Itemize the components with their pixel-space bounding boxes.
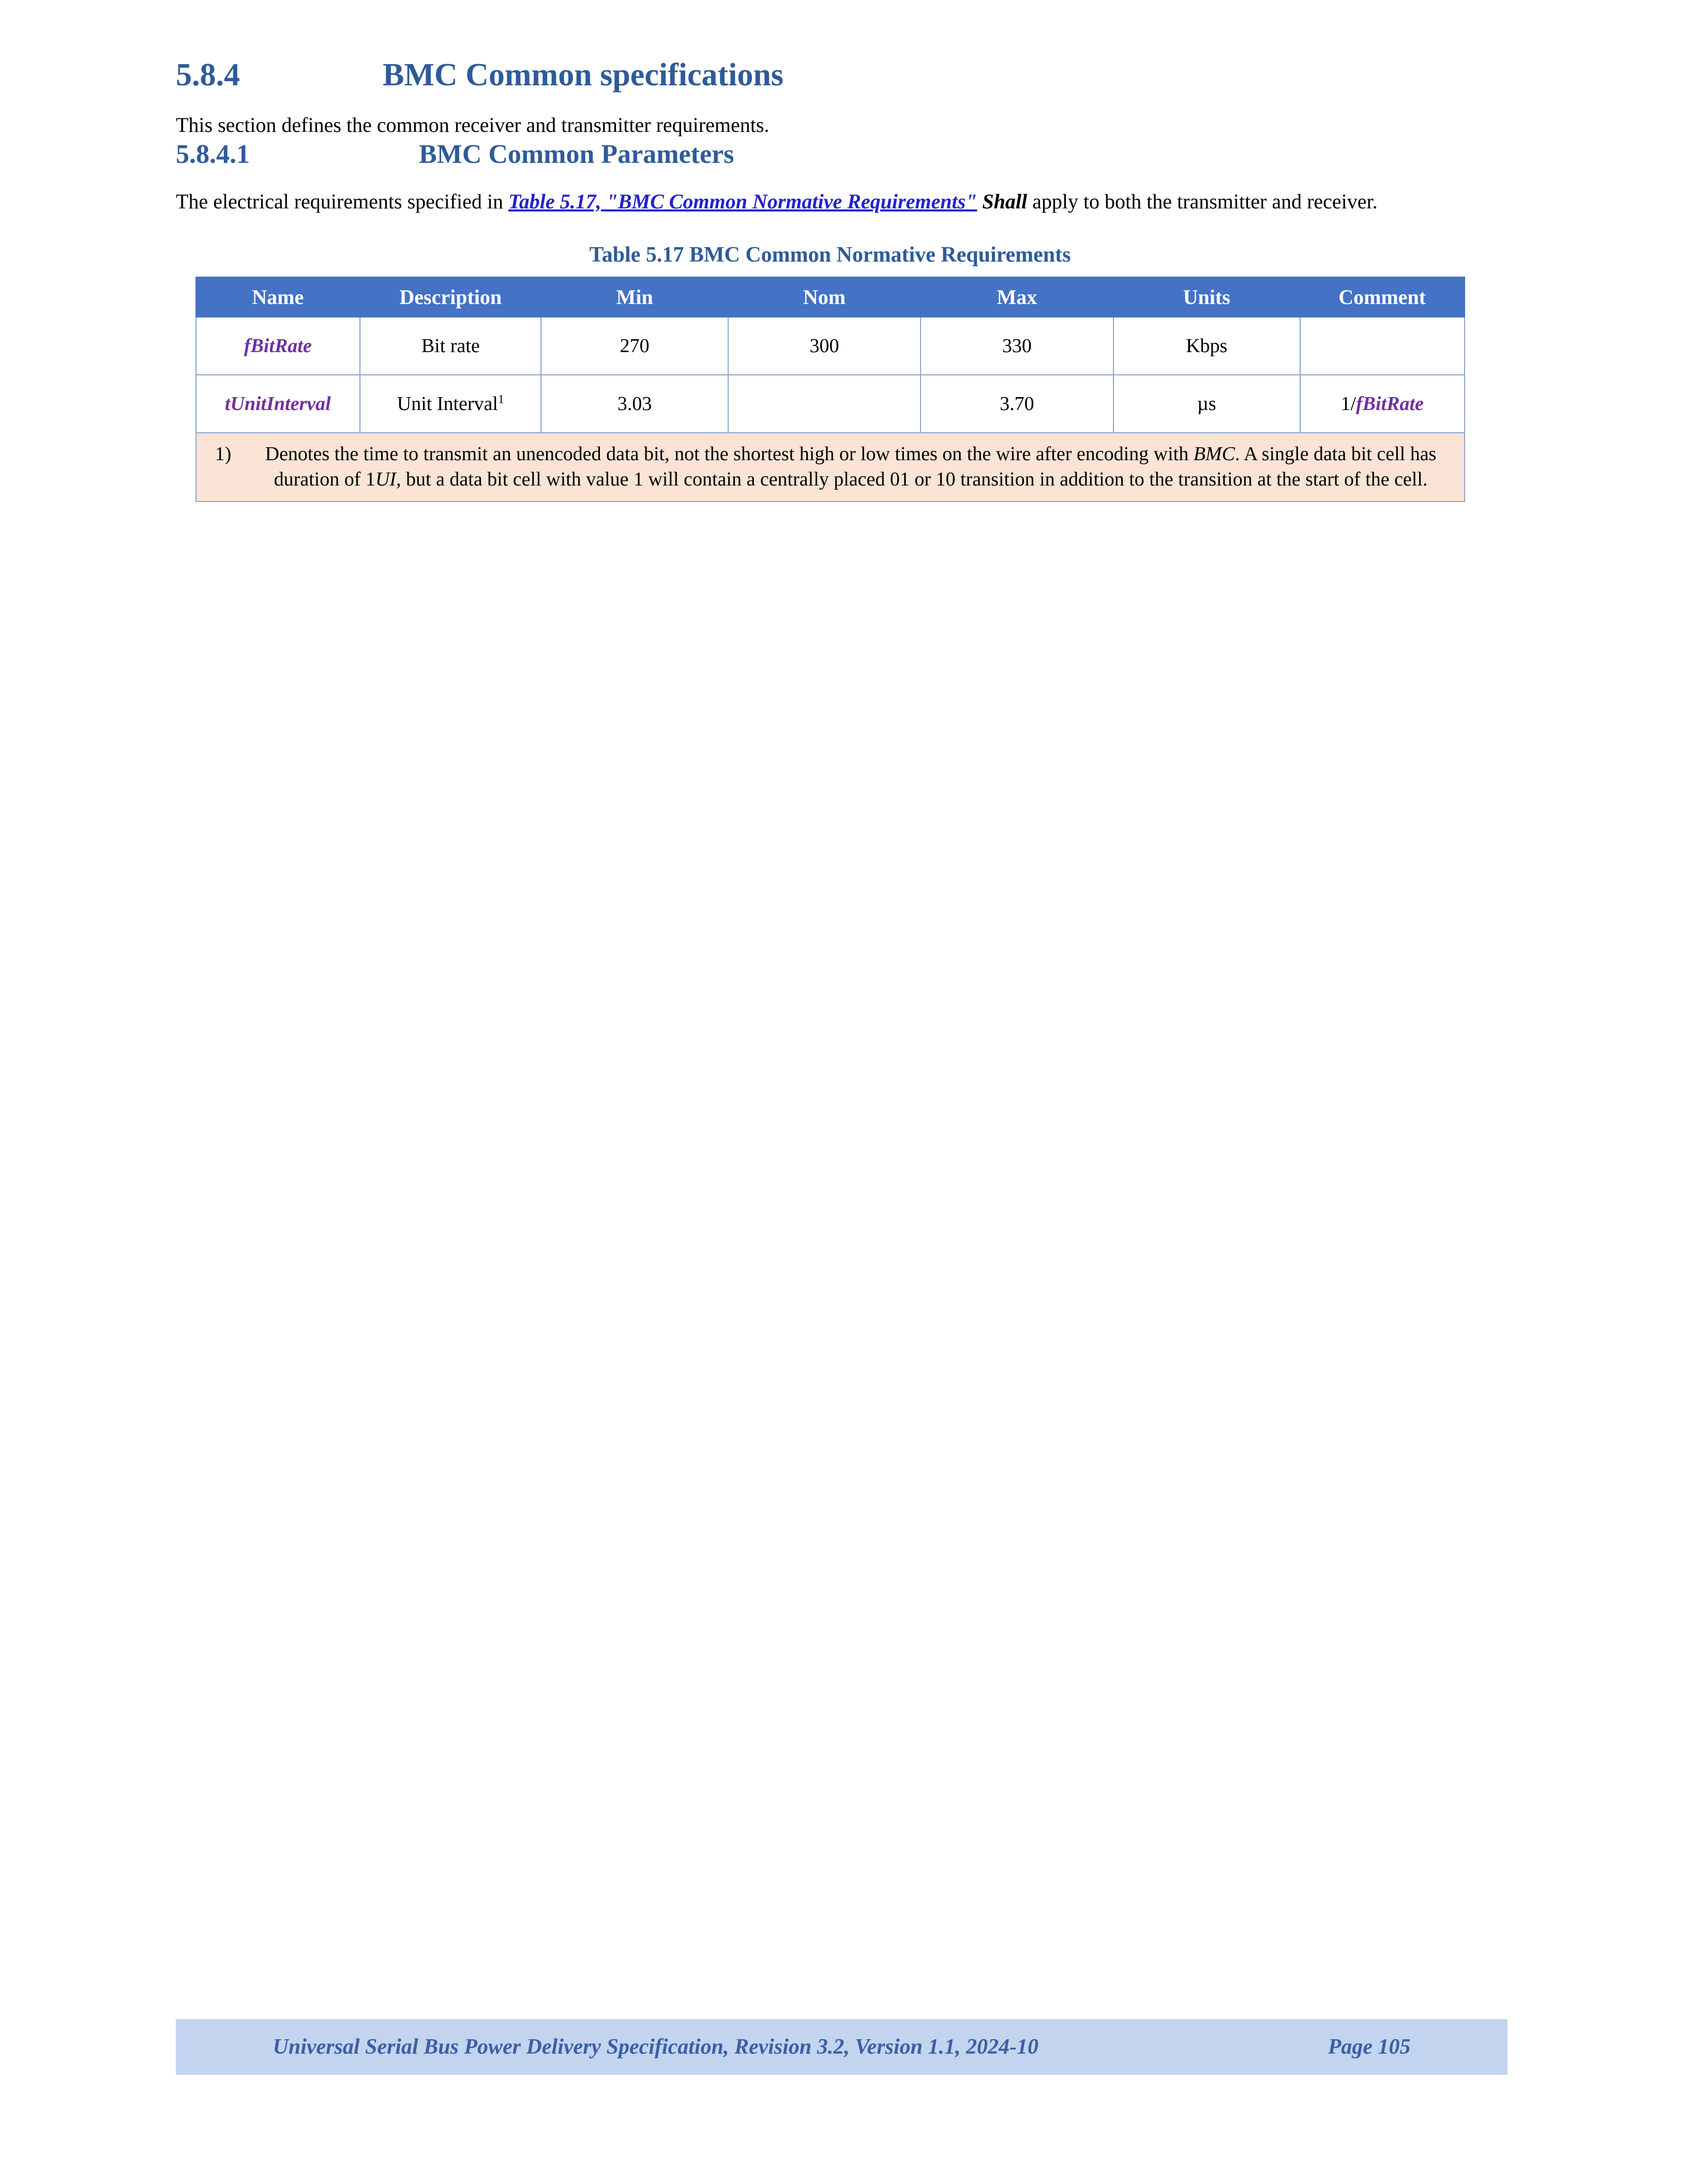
cell-max: 3.70 bbox=[921, 375, 1113, 433]
cell-comment bbox=[1300, 375, 1465, 433]
cell-units: µs bbox=[1113, 375, 1300, 433]
cell-description-text: Unit Interval bbox=[397, 393, 498, 415]
cell-name: tUnitInterval bbox=[196, 375, 360, 433]
footnote-part3: , but a data bit cell with value 1 will contain a centrally placed 01 or 10 transition in addition to the transition at the start of the cell. bbox=[396, 468, 1428, 491]
page-content bbox=[176, 57, 1484, 502]
table-caption: Table 5.17 BMC Common Normative Requirements bbox=[589, 243, 1071, 267]
column-header-comment: Comment bbox=[1300, 277, 1465, 317]
section-number: 5.8.4 bbox=[176, 57, 240, 93]
cell-name: fBitRate bbox=[196, 317, 360, 375]
cell-comment bbox=[1300, 317, 1465, 375]
table-footnote-row bbox=[196, 433, 1465, 502]
footer-document-title: Universal Serial Bus Power Delivery Specification, Revision 3.2, Version 1.1, 2024-10 bbox=[273, 2035, 1038, 2059]
cell-description: Bit rate bbox=[360, 317, 541, 375]
table-header-row bbox=[196, 277, 1465, 317]
paragraph-text-after-link: apply to both the transmitter and receiver. bbox=[1027, 190, 1378, 214]
column-header-description: Description bbox=[360, 277, 541, 317]
subsection-title: BMC Common Parameters bbox=[419, 140, 734, 170]
footnote-marker: 1) bbox=[215, 443, 232, 465]
column-header-units: Units bbox=[1113, 277, 1300, 317]
section-heading bbox=[176, 57, 1484, 94]
footnote-part2: . A single data bit cell has duration of 1 bbox=[274, 443, 1437, 491]
cell-min: 3.03 bbox=[541, 375, 728, 433]
table-row bbox=[196, 375, 1465, 433]
column-header-min: Min bbox=[541, 277, 728, 317]
paragraph-text-before-link: The electrical requirements specified in bbox=[176, 190, 509, 214]
footnote-text bbox=[244, 442, 1458, 493]
cell-nom bbox=[728, 375, 921, 433]
footnote-reference: 1 bbox=[498, 392, 504, 406]
bmc-common-normative-requirements-table bbox=[195, 277, 1465, 502]
footer-page-number: Page 105 bbox=[1328, 2035, 1411, 2059]
footnote-part1: Denotes the time to transmit an unencoded data bit, not the shortest high or low times on the wire after encoding with bbox=[265, 443, 1194, 465]
cell-comment-prefix: 1/ bbox=[1340, 393, 1357, 415]
table-footnote bbox=[196, 433, 1465, 502]
cell-description bbox=[360, 375, 541, 433]
column-header-name: Name bbox=[196, 277, 360, 317]
page-footer bbox=[176, 2019, 1508, 2075]
cell-max: 330 bbox=[921, 317, 1113, 375]
shall-keyword: Shall bbox=[977, 190, 1028, 214]
column-header-max: Max bbox=[921, 277, 1113, 317]
subsection-number: 5.8.4.1 bbox=[176, 140, 250, 170]
subsection-heading bbox=[176, 139, 1484, 170]
cell-nom: 300 bbox=[728, 317, 921, 375]
cell-comment-parameter: fBitRate bbox=[1356, 393, 1424, 415]
footnote-em-bmc: BMC bbox=[1193, 443, 1235, 465]
section-intro-paragraph: This section defines the common receiver and transmitter requirements. bbox=[176, 113, 770, 137]
cell-units: Kbps bbox=[1113, 317, 1300, 375]
section-title: BMC Common specifications bbox=[383, 57, 783, 93]
table-cross-reference-link[interactable]: Table 5.17, "BMC Common Normative Requirements" bbox=[508, 190, 977, 214]
column-header-nom: Nom bbox=[728, 277, 921, 317]
cell-min: 270 bbox=[541, 317, 728, 375]
table-row bbox=[196, 317, 1465, 375]
subsection-paragraph bbox=[176, 188, 1484, 216]
footnote-em-ui: UI bbox=[375, 468, 396, 491]
